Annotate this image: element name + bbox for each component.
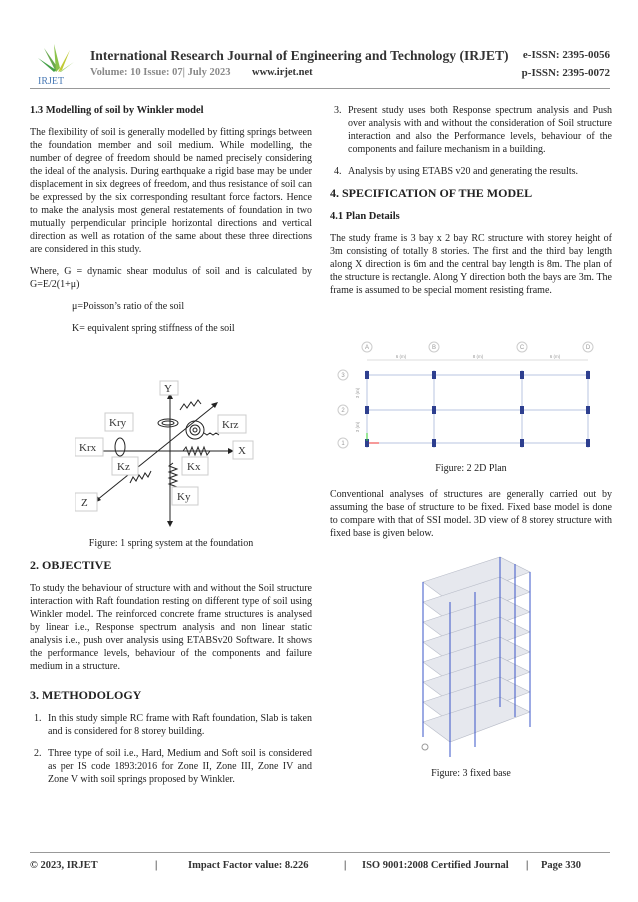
paragraph: The flexibility of soil is generally modelled by fitting springs between the foundation member and soil medium. While modelling, the number of degree of freedom should be named precisely considering the ideal of the analysis. During earthquake a rigid base may be under displacement in six degrees of freedom, and thus resistance of soil can be expressed by the six corresponding resultant force factors. Hence to make the analysis most general restatements of foundation in two mutually perpendicular principle horizontal directions and vertical direction as well as rotation of the same about these three directions are considered in this study. <box>30 127 312 255</box>
2d-plan-figure <box>335 340 605 455</box>
footer-iso: ISO 9001:2008 Certified Journal <box>362 860 509 871</box>
figure-2-caption: Figure: 2 2D Plan <box>435 463 507 474</box>
list-item: 3. Present study uses both Response spectrum analysis and Push over analysis with and without the consideration of Soil structure interaction and also the Performance levels, behaviour of the components and failure mechanism in a building. <box>344 104 612 156</box>
fig1-label-z: Z <box>81 497 88 509</box>
paragraph: Conventional analyses of structures are generally carried out by assuming the base of structure to be fixed. Fixed base model is done to compare with that of SSI model. 3D view of 8 storey structure with fixed base is given below. <box>330 489 612 539</box>
fig1-label-ky: Ky <box>177 491 191 503</box>
volume-info: Volume: 10 Issue: 07| July 2023 <box>90 67 231 78</box>
section-1-3-title: 1.3 Modelling of soil by Winkler model <box>30 105 204 116</box>
pissn: p-ISSN: 2395-0072 <box>521 67 610 79</box>
plan-grid-a: A <box>364 345 370 351</box>
paragraph: μ=Poisson’s ratio of the soil <box>72 301 185 312</box>
plan-bay-y2: 3 (m) <box>355 421 360 433</box>
journal-url[interactable]: www.irjet.net <box>252 67 313 78</box>
paragraph: The study frame is 3 bay x 2 bay RC structure with storey height of 3m consisting of totally 8 stories. The first and the third bay length along X direction is 6m and the central bay length is 8m. The plan of the structure is rectangle. Along Y direction both the bays are 3m. The frame is assumed to be special moment resisting frame. <box>330 233 612 296</box>
fig1-label-x: X <box>238 445 246 457</box>
plan-grid-c: C <box>519 345 525 351</box>
journal-title: International Research Journal of Engineering and Technology (IRJET) <box>90 48 509 63</box>
footer-impact-factor: Impact Factor value: 8.226 <box>188 860 309 871</box>
footer-copyright: © 2023, IRJET <box>30 860 98 871</box>
section-4-title: 4. SPECIFICATION OF THE MODEL <box>330 186 533 200</box>
paragraph: K= equivalent spring stiffness of the soil <box>72 323 235 334</box>
irjet-logo-icon <box>36 42 76 86</box>
fig1-label-krx: Krx <box>79 442 97 454</box>
right-column <box>330 104 612 306</box>
fig1-label-kry: Kry <box>109 417 127 429</box>
footer-page-number: Page 330 <box>541 860 581 871</box>
footer-divider <box>30 852 610 853</box>
header-divider <box>30 88 610 89</box>
left-column-lower <box>30 537 312 795</box>
plan-grid-3: 3 <box>341 373 345 379</box>
footer-separator: | <box>526 860 529 871</box>
paragraph: To study the behaviour of structure with and without the Soil structure interaction with Raft foundation resting on different type of soil using Winkler model. The reinforced concrete frame structures is analysed by linear i.e., Response spectrum analysis and non linear static analysis i.e., push over analysis using ETABSv20 Software. It shows the performance levels, behaviour of the components and failure medium in a structure. <box>30 583 312 672</box>
plan-grid-d: D <box>585 345 591 351</box>
section-4-1-title: 4.1 Plan Details <box>330 211 400 222</box>
plan-bay-x3: 6 (m) <box>549 354 561 359</box>
footer-separator: | <box>155 860 158 871</box>
plan-bay-y1: 3 (m) <box>355 387 360 399</box>
section-3-title: 3. METHODOLOGY <box>30 688 142 702</box>
svg-text:IRJET: IRJET <box>38 76 65 86</box>
list-item: 2. Three type of soil i.e., Hard, Medium and Soft soil is considered as per IS code 1893:2016 for Zone II, Zone III, Zone IV and Zone V with soil springs proposed by Winkler. <box>44 747 312 786</box>
paragraph: Where, G = dynamic shear modulus of soil and is calculated by G=E/2(1+μ) <box>30 266 312 290</box>
section-2-title: 2. OBJECTIVE <box>30 558 112 572</box>
plan-grid-2: 2 <box>341 408 345 414</box>
3d-fixed-base-figure <box>405 552 535 762</box>
right-column-lower <box>330 462 612 549</box>
plan-grid-b: B <box>431 345 437 351</box>
figure-1-caption: Figure: 1 spring system at the foundation <box>88 538 254 549</box>
left-column <box>30 104 312 344</box>
plan-grid-1: 1 <box>341 441 345 447</box>
spring-system-figure <box>75 375 265 530</box>
plan-bay-x2: 8 (m) <box>472 354 484 359</box>
list-item: 4. Analysis by using ETABS v20 and generating the results. <box>344 165 612 178</box>
fig1-label-kz: Kz <box>117 461 130 473</box>
figure-3-caption: Figure: 3 fixed base <box>431 768 511 779</box>
list-item: 1. In this study simple RC frame with Raft foundation, Slab is taken and is considered for 8 storey building. <box>44 712 312 738</box>
plan-bay-x1: 6 (m) <box>395 354 407 359</box>
fig1-label-krz: Krz <box>222 419 239 431</box>
fig1-label-y: Y <box>164 383 172 395</box>
footer-separator: | <box>344 860 347 871</box>
eissn: e-ISSN: 2395-0056 <box>522 49 610 61</box>
fig1-label-kx: Kx <box>187 461 201 473</box>
